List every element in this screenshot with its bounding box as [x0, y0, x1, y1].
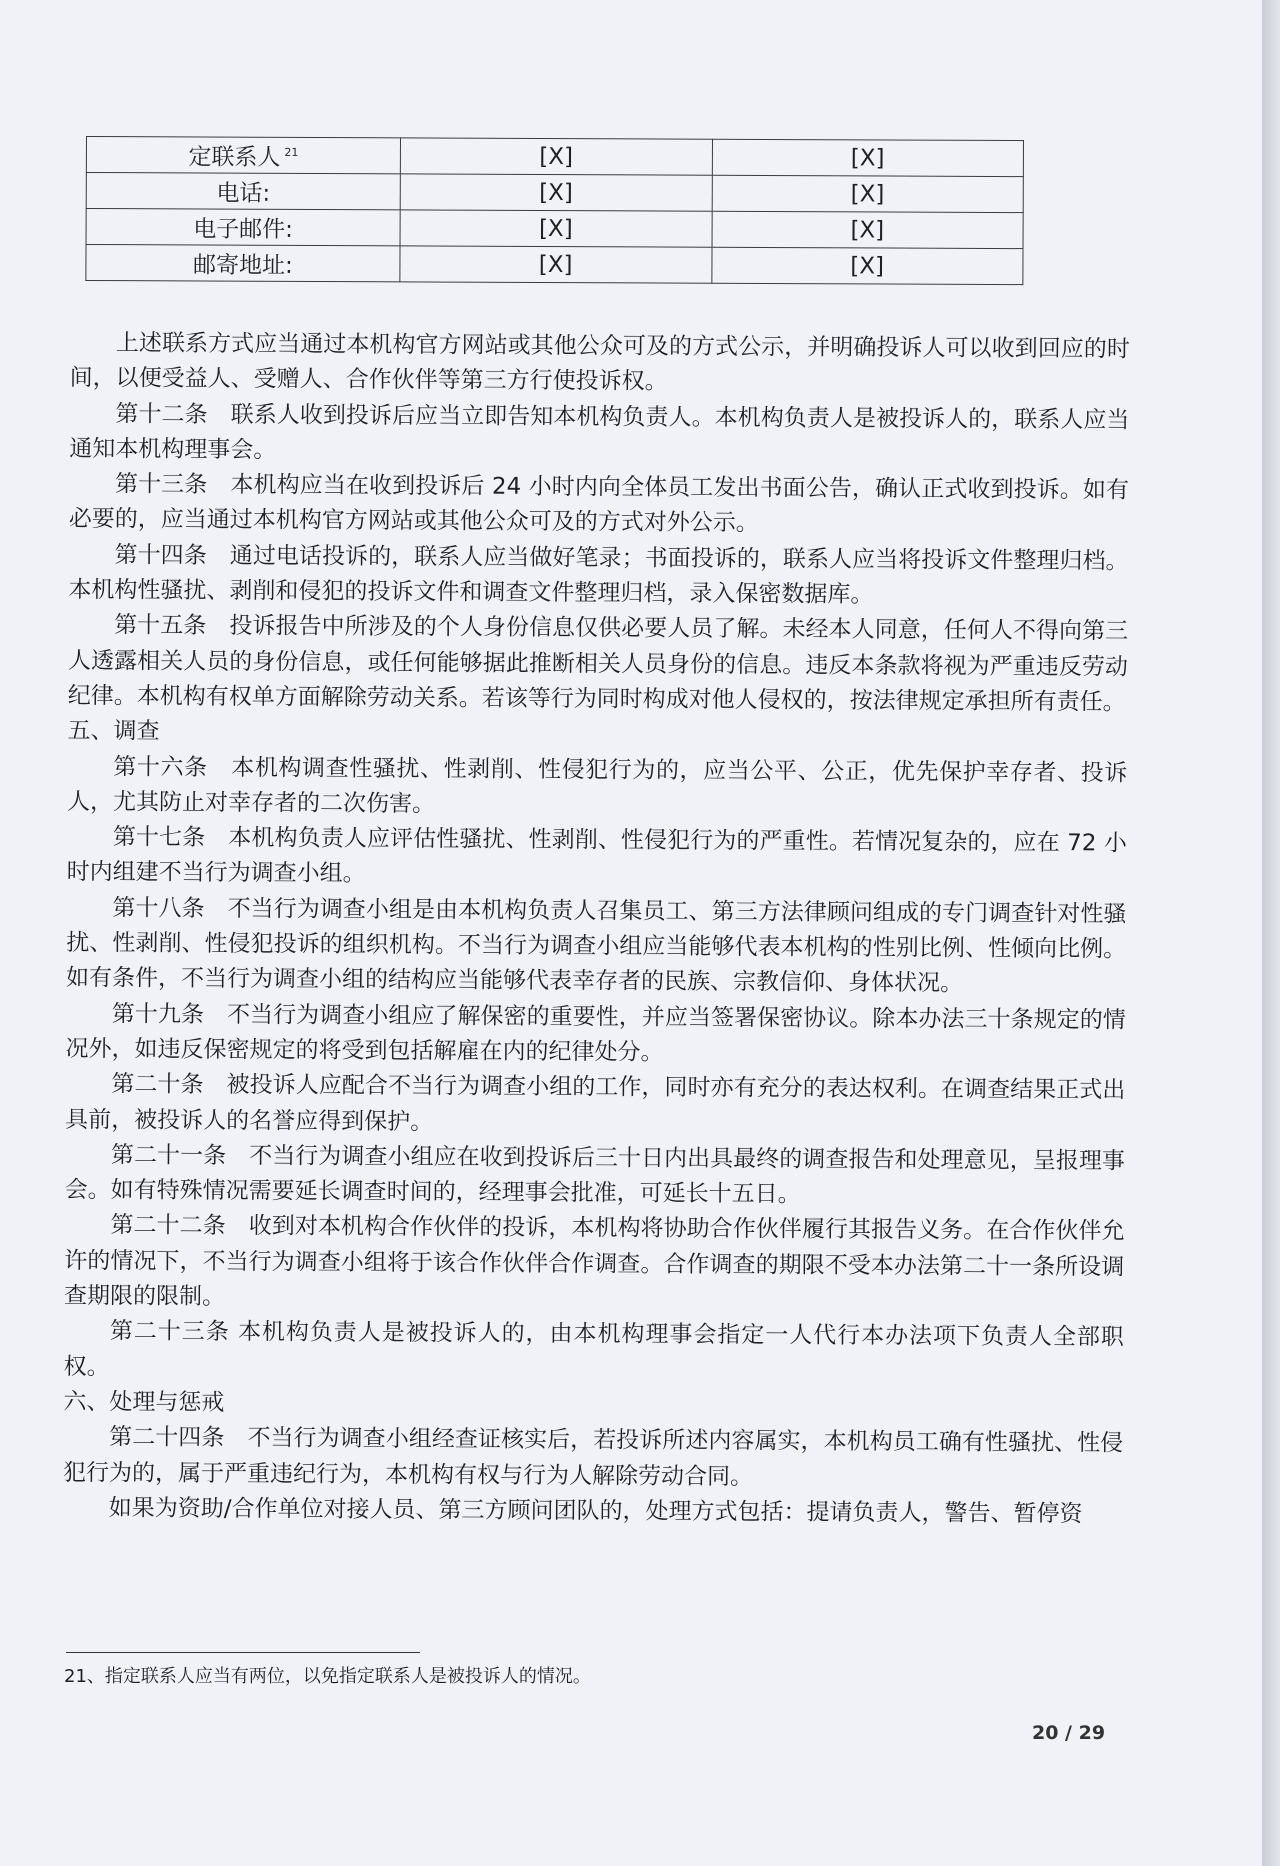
table-cell-label: 电子邮件: — [86, 209, 400, 246]
paragraph: 第二十四条 不当行为调查小组经查证核实后，若投诉所述内容属实，本机构员工确有性骚扰、性侵犯行为的，属于严重违纪行为，本机构有权与行为人解除劳动合同。 — [62, 1424, 1124, 1490]
table-cell: [X] — [711, 247, 1023, 284]
footnote-divider — [66, 1652, 420, 1653]
paragraph: 第十二条 联系人收到投诉后应当立即告知本机构负责人。本机构负责人是被投诉人的，联系人应当通知本机构理事会。 — [69, 400, 1130, 464]
body-text — [63, 326, 1130, 1533]
table-cell-label: 邮寄地址: — [86, 245, 400, 282]
paragraph: 上述联系方式应当通过本机构官方网站或其他公众可及的方式公示，并明确投诉人可以收到回应的时间，以便受益人、受赠人、合作伙伴等第三方行使投诉权。 — [69, 330, 1130, 395]
paragraph: 第十九条 不当行为调查小组应了解保密的重要性，并应当签署保密协议。除本办法三十条规定的情况外，如违反保密规定的将受到包括解雇在内的纪律处分。 — [65, 1000, 1126, 1066]
page-number: 20 / 29 — [1032, 1722, 1106, 1744]
table-cell-label: 电话: — [86, 173, 400, 210]
paragraph: 第二十二条 收到对本机构合作伙伴的投诉，本机构将协助合作伙伴履行其报告义务。在合作伙伴允许的情况下，不当行为调查小组将于该合作伙伴合作调查。合作调查的期限不受本办法第二十一条所设调查期限的限制。 — [63, 1212, 1125, 1310]
table-row — [86, 137, 1023, 177]
table-cell: [X] — [712, 175, 1024, 212]
contact-table — [85, 136, 1024, 285]
table-cell: [X] — [400, 246, 712, 283]
table-cell: [X] — [400, 138, 712, 175]
table-cell: [X] — [712, 139, 1024, 176]
table-cell: [X] — [400, 210, 712, 247]
paragraph: 第十三条 本机构应当在收到投诉后 24 小时内向全体员工发出书面公告，确认正式收到投诉。如有必要的，应当通过本机构官方网站或其他公众可及的方式对外公示。 — [68, 471, 1130, 537]
paragraph: 第二十条 被投诉人应配合不当行为调查小组的工作，同时亦有充分的表达权利。在调查结果正式出具前，被投诉人的名誉应得到保护。 — [65, 1071, 1126, 1135]
paragraph: 第十八条 不当行为调查小组是由本机构负责人召集员工、第三方法律顾问组成的专门调查针对性骚扰、性剥削、性侵犯投诉的组织机构。不当行为调查小组应当能够代表本机构的性别比例、性倾向比例。如有条件，不当行为调查小组的结构应当能够代表幸存者的民族、宗教信仰、身体状况。 — [65, 895, 1127, 997]
paragraph: 第二十一条 不当行为调查小组应在收到投诉后三十日内出具最终的调查报告和处理意见，呈报理事会。如有特殊情况需要延长调查时间的，经理事会批准，可延长十五日。 — [64, 1142, 1125, 1208]
table-row — [86, 173, 1023, 213]
paragraph: 第十七条 本机构负责人应评估性骚扰、性剥削、性侵犯行为的严重性。若情况复杂的，应在 72 小时内组建不当行为调查小组。 — [66, 824, 1127, 888]
footnote-reference: 21 — [284, 146, 299, 160]
paragraph: 第二十三条 本机构负责人是被投诉人的，由本机构理事会指定一人代行本办法项下负责人全部职权。 — [63, 1318, 1124, 1380]
page-edge — [1262, 0, 1280, 1866]
table-row — [86, 245, 1023, 285]
footnote: 21、指定联系人应当有两位，以免指定联系人是被投诉人的情况。 — [64, 1666, 591, 1687]
table-cell: [X] — [400, 174, 712, 211]
paragraph: 第十六条 本机构调查性骚扰、性剥削、性侵犯行为的，应当公平、公正，优先保护幸存者、投诉人，尤其防止对幸存者的二次伤害。 — [67, 753, 1128, 818]
section-heading: 六、处理与惩戒 — [63, 1388, 225, 1416]
table-cell-label: 定联系人 $^{21}$ — [86, 137, 400, 174]
paragraph: 如果为资助/合作单位对接人员、第三方顾问团队的，处理方式包括：提请负责人，警告、暂停资 — [108, 1495, 1083, 1528]
paragraph: 第十四条 通过电话投诉的，联系人应当做好笔录；书面投诉的，联系人应当将投诉文件整理归档。本机构性骚扰、剥削和侵犯的投诉文件和调查文件整理归档，录入保密数据库。 — [68, 542, 1129, 608]
table-cell: [X] — [712, 211, 1024, 248]
paragraph: 第十五条 投诉报告中所涉及的个人身份信息仅供必要人员了解。未经本人同意，任何人不得向第三人透露相关人员的身份信息，或任何能够据此推断相关人员身份的信息。违反本条款将视为严重违反劳动纪律。本机构有权单方面解除劳动关系。若该等行为同时构成对他人侵权的，按法律规定承担所有责任。 — [67, 612, 1129, 716]
section-heading: 五、调查 — [67, 718, 160, 745]
table-row — [86, 209, 1023, 249]
